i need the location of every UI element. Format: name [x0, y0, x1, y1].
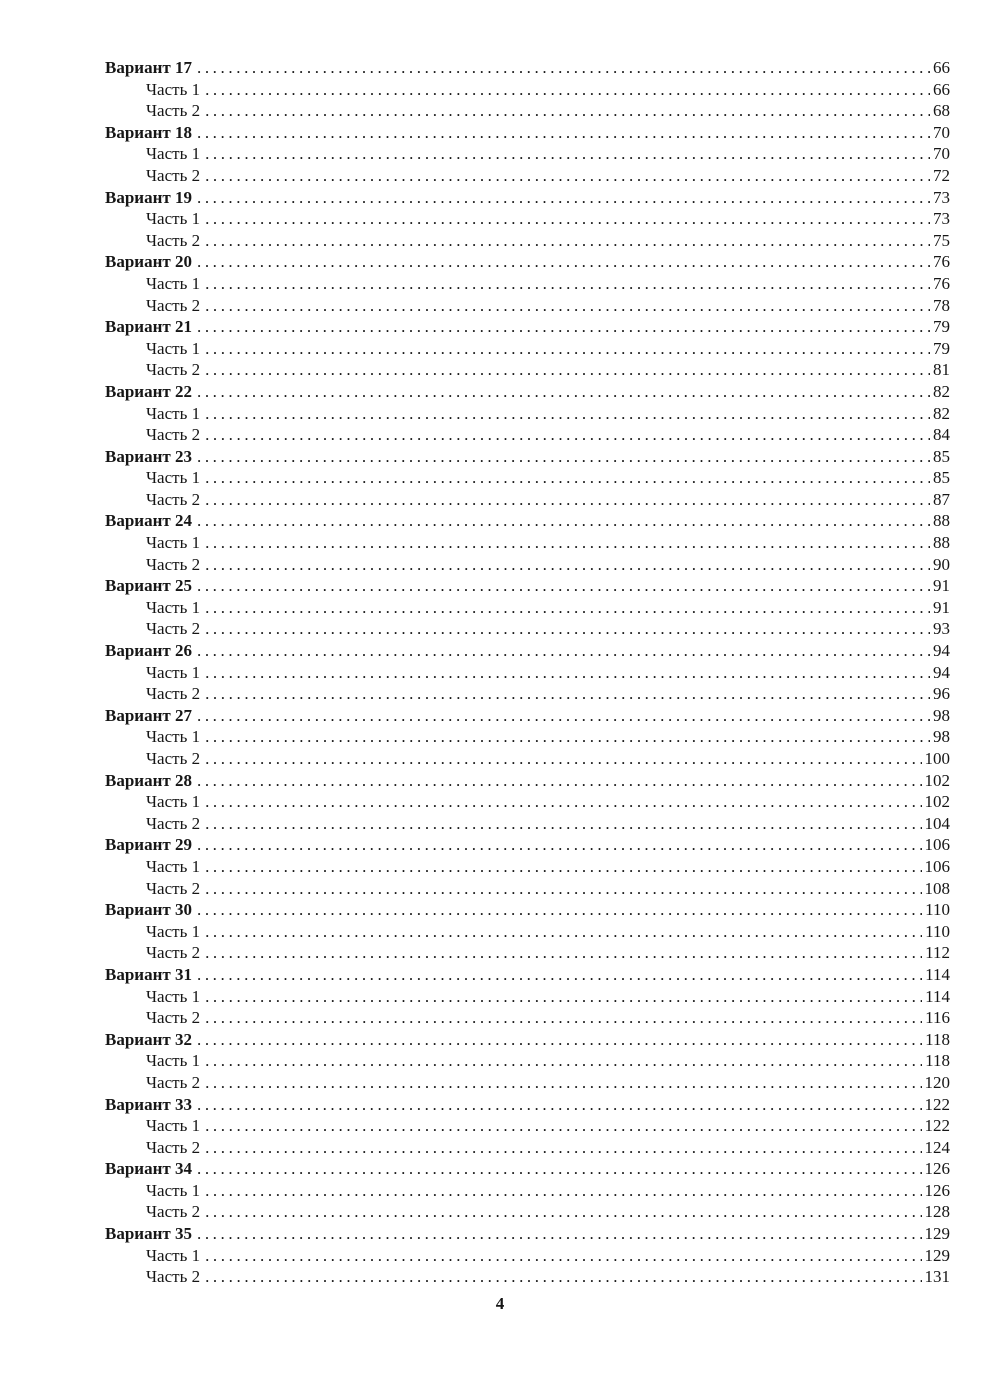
toc-entry — [105, 447, 950, 469]
toc-subentry — [105, 555, 950, 577]
dot-leader — [205, 879, 921, 899]
toc-subentry — [105, 727, 950, 749]
toc-page-number: 96 — [933, 684, 950, 704]
page-number-footer: 4 — [495, 1294, 505, 1313]
toc-page-number: 104 — [924, 813, 950, 833]
dot-leader — [197, 511, 930, 531]
toc-subentry — [105, 1267, 950, 1289]
dot-leader — [205, 144, 930, 164]
dot-leader — [205, 684, 930, 704]
dot-leader — [205, 533, 930, 553]
toc-entry-label: Часть 1 — [146, 468, 201, 488]
toc-page-number: 106 — [924, 835, 950, 855]
toc-subentry — [105, 1246, 950, 1268]
toc-entry — [105, 1095, 950, 1117]
toc-entry-label: Вариант 22 — [105, 381, 192, 401]
toc-page-number: 66 — [933, 58, 950, 77]
toc-subentry — [105, 814, 950, 836]
dot-leader — [197, 641, 930, 661]
toc-subentry — [105, 296, 950, 318]
toc-entry-label: Часть 2 — [146, 489, 201, 509]
dot-leader — [197, 1095, 922, 1115]
toc-entry-label: Вариант 32 — [105, 1029, 192, 1049]
toc-subentry — [105, 857, 950, 879]
toc-page-number: 81 — [933, 360, 950, 380]
dot-leader — [205, 1246, 921, 1266]
toc-entry-label: Часть 1 — [146, 1180, 201, 1200]
toc-entry-label: Часть 2 — [146, 943, 201, 963]
dot-leader — [205, 749, 921, 769]
toc-subentry — [105, 792, 950, 814]
toc-entry — [105, 835, 950, 857]
toc-page-number: 79 — [933, 338, 950, 358]
dot-leader — [197, 965, 922, 985]
toc-entry-label: Часть 2 — [146, 619, 201, 639]
toc-entry-label: Часть 1 — [146, 533, 201, 553]
toc-entry — [105, 900, 950, 922]
toc-page-number: 100 — [924, 749, 950, 768]
toc-entry-label: Вариант 30 — [105, 900, 192, 920]
toc-page-number: 98 — [933, 727, 950, 747]
toc-entry-label: Вариант 23 — [105, 446, 192, 466]
toc-subentry — [105, 749, 950, 771]
toc-entry-label: Часть 2 — [146, 360, 201, 380]
toc-entry-label: Часть 2 — [146, 813, 201, 833]
dot-leader — [197, 58, 930, 78]
toc-entry-label: Часть 1 — [146, 144, 201, 164]
toc-list — [105, 58, 950, 1289]
toc-page-number: 68 — [933, 101, 950, 121]
dot-leader — [205, 987, 922, 1007]
toc-page-number: 88 — [933, 533, 950, 553]
toc-page-number: 106 — [924, 856, 950, 876]
toc-entry-label: Вариант 35 — [105, 1224, 192, 1244]
toc-page-number: 129 — [924, 1245, 950, 1265]
toc-subentry — [105, 684, 950, 706]
toc-subentry — [105, 209, 950, 231]
dot-leader — [197, 317, 930, 337]
toc-entry — [105, 382, 950, 404]
toc-page-number: 102 — [924, 770, 950, 790]
toc-entry-label: Часть 2 — [146, 1137, 201, 1157]
toc-subentry — [105, 404, 950, 426]
toc-page-number: 85 — [933, 446, 950, 466]
toc-entry-label: Часть 2 — [146, 1008, 201, 1028]
toc-page-number: 87 — [933, 489, 950, 509]
dot-leader — [205, 857, 921, 877]
toc-page-number: 126 — [924, 1159, 950, 1179]
toc-entry-label: Вариант 18 — [105, 122, 192, 142]
toc-page-number: 82 — [933, 403, 950, 423]
toc-entry-label: Вариант 27 — [105, 705, 192, 725]
toc-entry-label: Вариант 28 — [105, 770, 192, 790]
dot-leader — [197, 447, 930, 467]
toc-page-number: 110 — [925, 921, 950, 941]
toc-entry-label: Часть 2 — [146, 684, 201, 704]
toc-entry-label: Часть 2 — [146, 295, 201, 315]
toc-entry-label: Вариант 34 — [105, 1159, 192, 1179]
toc-page-number: 124 — [924, 1137, 950, 1157]
toc-entry — [105, 706, 950, 728]
toc-page-number: 82 — [933, 381, 950, 401]
toc-subentry — [105, 1138, 950, 1160]
toc-page-number: 110 — [925, 900, 950, 920]
toc-page-number: 93 — [933, 619, 950, 639]
toc-subentry — [105, 922, 950, 944]
toc-entry-label: Часть 1 — [146, 403, 201, 423]
dot-leader — [197, 900, 922, 920]
toc-page-number: 76 — [933, 252, 950, 272]
toc-entry-label: Вариант 19 — [105, 187, 192, 207]
dot-leader — [197, 1159, 922, 1179]
toc-entry-label: Вариант 21 — [105, 317, 192, 337]
dot-leader — [197, 188, 930, 208]
dot-leader — [197, 382, 930, 402]
toc-subentry — [105, 943, 950, 965]
toc-entry — [105, 1224, 950, 1246]
toc-page-number: 76 — [933, 273, 950, 293]
dot-leader — [205, 1267, 921, 1287]
toc-subentry — [105, 490, 950, 512]
toc-page-number: 114 — [925, 964, 950, 984]
toc-entry-label: Часть 2 — [146, 749, 201, 768]
toc-page-number: 112 — [925, 943, 950, 963]
toc-subentry — [105, 598, 950, 620]
toc-entry-label: Часть 2 — [146, 1072, 201, 1092]
toc-page-number: 128 — [924, 1202, 950, 1222]
toc-subentry — [105, 425, 950, 447]
dot-leader — [205, 1051, 922, 1071]
toc-page-number: 94 — [933, 641, 950, 661]
toc-subentry — [105, 1202, 950, 1224]
toc-page-number: 85 — [933, 468, 950, 488]
toc-subentry — [105, 231, 950, 253]
dot-leader — [205, 1116, 921, 1136]
dot-leader — [205, 468, 930, 488]
toc-subentry — [105, 663, 950, 685]
toc-entry — [105, 123, 950, 145]
toc-entry-label: Часть 1 — [146, 1116, 201, 1136]
dot-leader — [205, 1138, 921, 1158]
toc-subentry — [105, 144, 950, 166]
dot-leader — [197, 1224, 922, 1244]
dot-leader — [205, 1181, 921, 1201]
toc-page-number: 102 — [924, 792, 950, 812]
dot-leader — [205, 943, 922, 963]
toc-entry — [105, 641, 950, 663]
toc-entry — [105, 965, 950, 987]
toc-entry-label: Часть 1 — [146, 662, 201, 682]
toc-page-number: 120 — [924, 1072, 950, 1092]
dot-leader — [197, 835, 922, 855]
toc-entry-label: Часть 2 — [146, 878, 201, 898]
dot-leader — [205, 598, 930, 618]
toc-page-number: 131 — [924, 1267, 950, 1287]
toc-page-number: 90 — [933, 554, 950, 574]
dot-leader — [205, 296, 930, 316]
toc-entry-label: Часть 1 — [146, 792, 201, 812]
toc-subentry — [105, 1116, 950, 1138]
toc-entry-label: Часть 1 — [146, 1245, 201, 1265]
toc-entry-label: Часть 2 — [146, 425, 201, 445]
dot-leader — [205, 1008, 922, 1028]
toc-entry-label: Часть 2 — [146, 165, 201, 185]
dot-leader — [205, 101, 930, 121]
toc-entry-label: Вариант 31 — [105, 964, 192, 984]
toc-page-number: 70 — [933, 122, 950, 142]
dot-leader — [205, 663, 930, 683]
dot-leader — [205, 490, 930, 510]
toc-subentry — [105, 339, 950, 361]
toc-page-number: 88 — [933, 511, 950, 531]
toc-entry-label: Часть 2 — [146, 1267, 201, 1287]
dot-leader — [205, 425, 930, 445]
toc-page-number: 91 — [933, 597, 950, 617]
dot-leader — [205, 814, 921, 834]
dot-leader — [197, 1030, 922, 1050]
toc-entry-label: Вариант 17 — [105, 58, 192, 77]
toc-entry — [105, 188, 950, 210]
dot-leader — [205, 727, 930, 747]
toc-subentry — [105, 101, 950, 123]
toc-page-number: 118 — [925, 1051, 950, 1071]
dot-leader — [205, 1202, 921, 1222]
toc-page-number: 122 — [924, 1116, 950, 1136]
toc-entry-label: Часть 1 — [146, 1051, 201, 1071]
dot-leader — [205, 1073, 921, 1093]
toc-entry-label: Часть 1 — [146, 921, 201, 941]
toc-subentry — [105, 166, 950, 188]
toc-page-number: 118 — [925, 1029, 950, 1049]
dot-leader — [205, 209, 930, 229]
toc-subentry — [105, 1051, 950, 1073]
toc-entry-label: Вариант 24 — [105, 511, 192, 531]
dot-leader — [197, 771, 922, 791]
dot-leader — [205, 166, 930, 186]
toc-subentry — [105, 80, 950, 102]
toc-entry-label: Вариант 29 — [105, 835, 192, 855]
toc-page-number: 122 — [924, 1094, 950, 1114]
toc-page-number: 72 — [933, 165, 950, 185]
toc-entry — [105, 317, 950, 339]
toc-page-number: 70 — [933, 144, 950, 164]
toc-entry-label: Вариант 25 — [105, 576, 192, 596]
toc-page-number: 126 — [924, 1180, 950, 1200]
dot-leader — [205, 792, 921, 812]
dot-leader — [205, 922, 922, 942]
toc-subentry — [105, 360, 950, 382]
toc-subentry — [105, 987, 950, 1009]
toc-entry — [105, 58, 950, 80]
toc-subentry — [105, 533, 950, 555]
toc-entry-label: Вариант 26 — [105, 641, 192, 661]
toc-page-number: 94 — [933, 662, 950, 682]
toc-subentry — [105, 274, 950, 296]
toc-page-number: 73 — [933, 209, 950, 229]
dot-leader — [205, 619, 930, 639]
dot-leader — [205, 274, 930, 294]
toc-entry — [105, 1030, 950, 1052]
toc-entry-label: Часть 1 — [146, 273, 201, 293]
toc-entry-label: Вариант 33 — [105, 1094, 192, 1114]
toc-entry-label: Часть 1 — [146, 597, 201, 617]
toc-entry-label: Часть 2 — [146, 554, 201, 574]
toc-entry — [105, 511, 950, 533]
toc-entry-label: Часть 1 — [146, 856, 201, 876]
toc-page-number: 73 — [933, 187, 950, 207]
dot-leader — [205, 80, 930, 100]
toc-subentry — [105, 468, 950, 490]
toc-subentry — [105, 879, 950, 901]
toc-entry-label: Часть 1 — [146, 986, 201, 1006]
dot-leader — [205, 231, 930, 251]
toc-page-number: 75 — [933, 230, 950, 250]
toc-subentry — [105, 619, 950, 641]
toc-page-number: 84 — [933, 425, 950, 445]
toc-subentry — [105, 1008, 950, 1030]
toc-entry-label: Часть 1 — [146, 338, 201, 358]
toc-page-number: 66 — [933, 79, 950, 99]
dot-leader — [197, 576, 930, 596]
dot-leader — [205, 339, 930, 359]
dot-leader — [197, 706, 930, 726]
toc-page-number: 79 — [933, 317, 950, 337]
dot-leader — [197, 123, 930, 143]
toc-entry-label: Часть 2 — [146, 101, 201, 121]
toc-page-number: 114 — [925, 986, 950, 1006]
toc-page-number: 129 — [924, 1224, 950, 1244]
dot-leader — [197, 252, 930, 272]
dot-leader — [205, 360, 930, 380]
toc-entry-label: Часть 1 — [146, 727, 201, 747]
toc-entry-label: Часть 1 — [146, 79, 201, 99]
toc-page-number: 116 — [925, 1008, 950, 1028]
toc-page-number: 91 — [933, 576, 950, 596]
toc-subentry — [105, 1181, 950, 1203]
toc-subentry — [105, 1073, 950, 1095]
toc-entry-label: Вариант 20 — [105, 252, 192, 272]
toc-page-number: 108 — [924, 878, 950, 898]
toc-entry-label: Часть 2 — [146, 230, 201, 250]
toc-entry-label: Часть 2 — [146, 1202, 201, 1222]
toc-page-number: 78 — [933, 295, 950, 315]
toc-entry — [105, 576, 950, 598]
toc-entry — [105, 771, 950, 793]
dot-leader — [205, 404, 930, 424]
toc-entry-label: Часть 1 — [146, 209, 201, 229]
toc-page-number: 98 — [933, 705, 950, 725]
toc-entry — [105, 1159, 950, 1181]
dot-leader — [205, 555, 930, 575]
toc-entry — [105, 252, 950, 274]
